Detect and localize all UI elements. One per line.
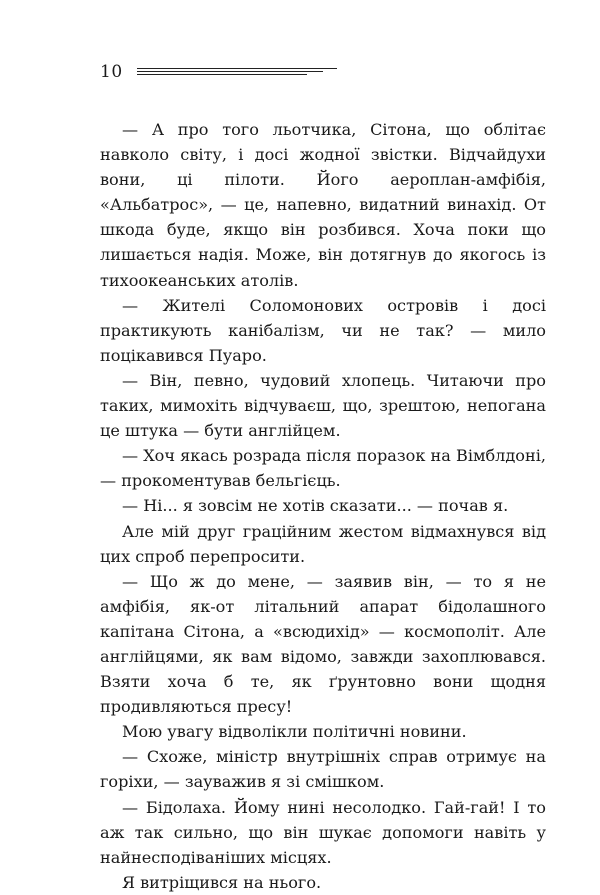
paragraph: — Жителі Соломонових островів і досі практикують канібалізм, чи не так? — мило поцікавився Пуаро. [100, 295, 546, 365]
paragraph: — Він, певно, чудовий хлопець. Читаючи про таких, мимохіть відчуваєш, що, зрештою, непогана це штука — бути англійцем. [100, 370, 546, 441]
header-rule [137, 67, 337, 77]
body-text [100, 117, 546, 895]
paragraph: — Хоч якась розрада після поразок на Вімблдоні, — прокоментував бельгієць. [100, 446, 546, 491]
paragraph: Я витріщився на нього. [122, 872, 322, 892]
paragraph: — Ні... я зовсім не хотів сказати... — почав я. [122, 496, 509, 516]
paragraph: — Що ж до мене, — заявив він, — то я не амфібія, як-от літальний апарат бідолашного капітана Сітона, а «всюдихід» — космополіт. Але англійцями, як вам відомо, завжди захоплювався. Взяти хоча б те, як ґрунтовно вони щодня продивляються пресу! [100, 571, 546, 717]
paragraph: — Схоже, міністр внутрішніх справ отримує на горіхи, — зауважив я зі смішком. [100, 747, 546, 792]
running-header [100, 62, 337, 82]
paragraph: Мою увагу відволікли політичні новини. [122, 722, 467, 742]
paragraph: Але мій друг граційним жестом відмахнувся від цих спроб перепросити. [100, 521, 546, 566]
paragraph: — Бідолаха. Йому нині несолодко. Гай-гай! І то аж так сильно, що він шукає допомоги навіть у найнесподіваніших місцях. [100, 797, 546, 867]
page-number: 10 [100, 62, 123, 82]
paragraph: — А про того льотчика, Сітона, що облітає навколо світу, і досі жодної звістки. Відчайдухи вони, ці пілоти. Його аероплан-амфібія, «Альбатрос», — це, напевно, видатний винахід. От шкода буде, якщо він розбився. Хоча поки що лишається надія. Може, він дотягнув до якогось із тихоокеанських атолів. [100, 120, 546, 290]
